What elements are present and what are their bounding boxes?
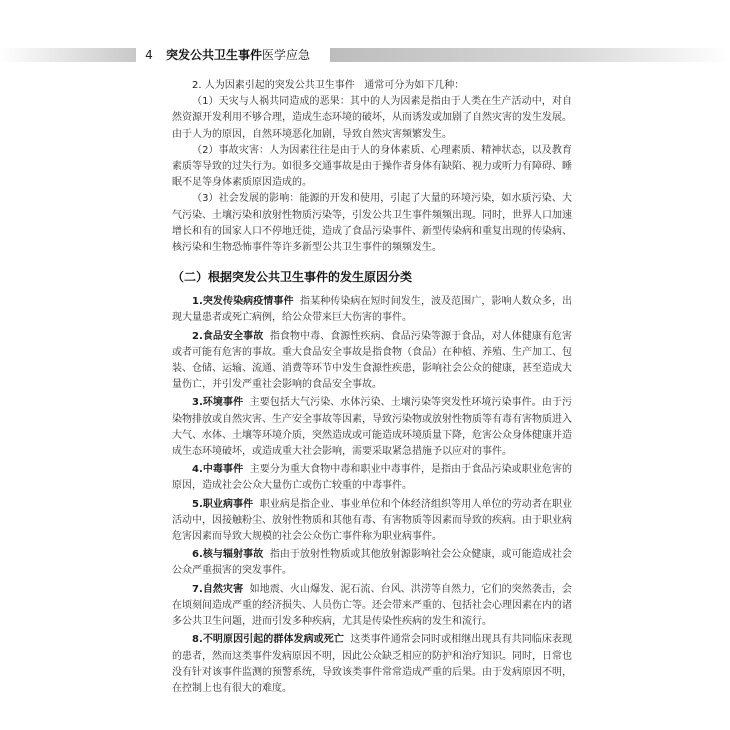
section-heading: （二）根据突发公共卫生事件的发生原因分类 <box>172 270 413 285</box>
category-7-term: 自然灾害 <box>202 583 244 595</box>
category-6 <box>172 547 572 579</box>
item-2-intro: 通常可分为如下几种： <box>364 80 465 91</box>
category-2-number: 2. <box>192 330 203 342</box>
category-3 <box>172 395 572 460</box>
running-header <box>0 46 730 64</box>
category-8-text: 这类事件通常会同时或相继出现具有共同临床表现的患者，然而这类事件发病原因不明，因此公众缺乏相应的防护和治疗知识。同时，日常也没有针对该事件监测的预警系统，导致该类事件常常造成严重的后果。由于发病原因不明，在控制上也有很大的难度。 <box>172 634 573 694</box>
category-1-text: 指某种传染病在短时间发生，波及范围广，影响人数众多，出现大量患者或死亡病例，给公众带来巨大伤害的事件。 <box>172 296 573 324</box>
category-6-number: 6. <box>192 549 203 561</box>
item-2-title: 人为因素引起的突发公共卫生事件 <box>204 80 355 91</box>
category-7-number: 7. <box>192 583 203 595</box>
paragraph-2: （2）事故灾害：人为因素往往是由于人的身体素质、心理素质、精神状态，以及教育素质等导致的过失行为。如很多交通事故是由于操作者身体有缺陷、视力或听力有障碍、睡眠不足等身体素质原因造成的。 <box>172 144 572 189</box>
category-3-number: 3. <box>192 397 203 409</box>
category-7 <box>172 582 572 631</box>
category-2-text: 指食物中毒、食源性疾病、食品污染等源于食品，对人体健康有危害或者可能有危害的事故。重大食品安全事故是指食物（食品）在种植、养殖、生产加工、包装、仓储、运输、流通、消费等环节中发生食源性疾患，影响社会公众的健康，甚至造成大量伤亡，并引发严重社会影响的食品安全事故。 <box>172 330 573 391</box>
category-4-text: 主要分为重大食物中毒和职业中毒事件，是指由于食品污染或职业危害的原因，造成社会公众大量伤亡或伤亡较重的中毒事件。 <box>172 464 573 492</box>
category-8-number: 8. <box>192 634 203 646</box>
category-1-term: 突发传染病疫情事件 <box>202 296 294 308</box>
category-3-text: 主要包括大气污染、水体污染、土壤污染等突发性环境污染事件。由于污染物排放或自然灾害、生产安全事故等因素，导致污染物或放射性物质等有毒有害物质进入大气、水体、土壤等环境介质，突然造成或可能造成环境质量下降，危害公众身体健康并造成生态环境破坏，或造成重大社会影响，需要采取紧急措施予以应对的事件。 <box>172 397 573 458</box>
category-6-text: 指由于放射性物质或其他放射源影响社会公众健康，或可能造成社会公众严重损害的突发事件。 <box>172 549 573 577</box>
category-7-text: 如地震、火山爆发、泥石流、台风、洪涝等自然力，它们的突然袭击，会在顷刻间造成严重的经济损失、人员伤亡等。还会带来严重的、包括社会心理因素在内的诸多公共卫生问题，进而引发多种疾病，尤其是传染性疾病的发生和流行。 <box>172 583 573 628</box>
category-4-term: 中毒事件 <box>202 464 244 476</box>
category-6-term: 核与辐射事故 <box>202 549 264 561</box>
header-left-bar <box>0 48 136 62</box>
header-right-bar <box>330 48 730 62</box>
page-body <box>172 78 572 697</box>
running-title <box>166 46 310 64</box>
category-4 <box>172 462 572 494</box>
category-4-number: 4. <box>192 464 203 476</box>
category-8-term: 不明原因引起的群体发病或死亡 <box>202 634 344 646</box>
category-1 <box>172 294 572 326</box>
category-5 <box>172 497 572 546</box>
category-5-number: 5. <box>192 498 203 510</box>
item-2-heading <box>172 78 572 94</box>
item-2-number: 2. <box>192 80 202 91</box>
category-2 <box>172 329 572 394</box>
category-5-term: 职业病事件 <box>202 498 254 510</box>
page-number: 4 <box>145 48 153 62</box>
category-3-term: 环境事件 <box>202 397 244 409</box>
category-5-text: 职业病是指企业、事业单位和个体经济组织等用人单位的劳动者在职业活动中，因接触粉尘、放射性物质和其他有毒、有害物质等因素而导致的疾病。由于职业病危害因素而导致大规模的社会公众伤亡事件称为职业病事件。 <box>172 498 573 543</box>
category-8 <box>172 632 572 697</box>
running-title-bold: 突发公共卫生事件 <box>166 48 263 62</box>
category-1-number: 1. <box>192 296 203 308</box>
paragraph-3: （3）社会发展的影响：能源的开发和使用，引起了大量的环境污染，如水质污染、大气污染、土壤污染和放射性物质污染等，引发公共卫生事件频频出现。同时，世界人口加速增长和有的国家人口不停地迁徙，造成了食品污染事件、新型传染病和重复出现的传染病、核污染和生物恐怖事件等许多新型公共卫生事件的频频发生。 <box>172 193 572 254</box>
paragraph-1: （1）天灾与人祸共同造成的恶果：其中的人为因素是指由于人类在生产活动中，对自然资源开发利用不够合理，造成生态环境的破坏，从而诱发或加剧了自然灾害的发生发展。由于人为的原因，自然环境恶化加剧，导致自然灾害频繁发生。 <box>172 96 572 140</box>
category-2-term: 食品安全事故 <box>202 330 264 342</box>
running-title-light: 医学应急 <box>262 48 311 62</box>
